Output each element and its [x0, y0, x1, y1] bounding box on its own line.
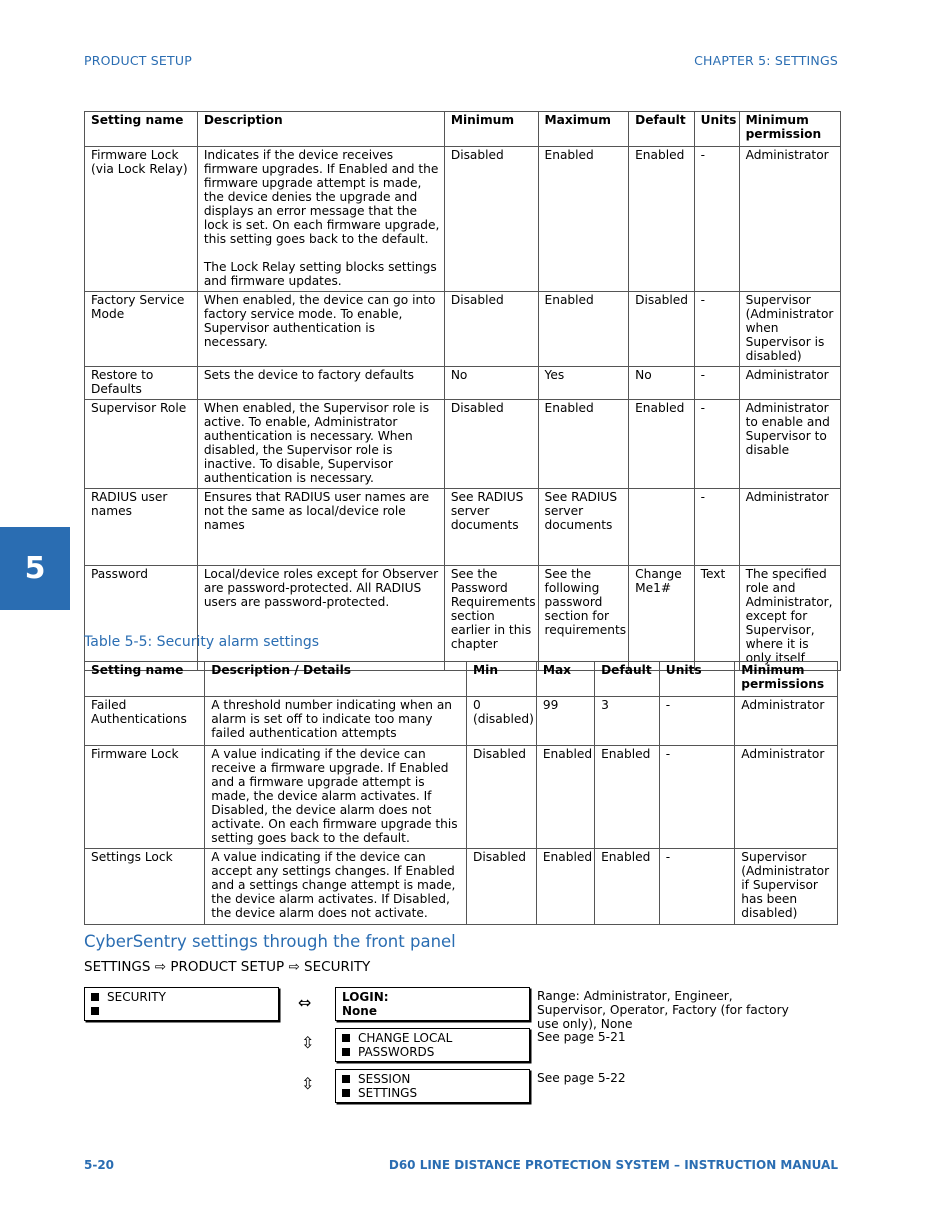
setting-description: Sets the device to factory defaults [197, 367, 444, 400]
setting-default: Enabled [629, 147, 695, 292]
menu-root-security [84, 987, 279, 1021]
setting-max: See RADIUS server documents [538, 489, 629, 566]
running-header-chapter: CHAPTER 5: SETTINGS [694, 53, 838, 68]
alarm-permission: Supervisor (Administrator if Supervisor has been disabled) [735, 849, 838, 925]
setting-units: - [694, 400, 739, 489]
security-settings-table [84, 111, 841, 671]
table-row [85, 489, 841, 566]
setting-default: Change Me1# [629, 566, 695, 671]
running-header-section: PRODUCT SETUP [84, 53, 192, 68]
setting-units: - [694, 367, 739, 400]
page-number: 5-20 [84, 1158, 115, 1172]
menu-label: SETTINGS [358, 1086, 418, 1100]
description-paragraph: The Lock Relay setting blocks settings and firmware updates. [203, 260, 437, 288]
alarm-units: - [659, 746, 734, 849]
col-header: Minimum permission [739, 112, 840, 147]
setting-units: - [694, 292, 739, 367]
col-header: Minimum permissions [735, 662, 838, 697]
col-header: Maximum [538, 112, 629, 147]
setting-description: When enabled, the Supervisor role is active. To enable, Administrator authentication is necessary. When disabled, the Supervisor role is inactive. To disable, Supervisor authentication is necessary. [197, 400, 444, 489]
setting-min: Disabled [444, 147, 538, 292]
alarm-name: Settings Lock [85, 849, 205, 925]
table-row [85, 566, 841, 671]
security-alarm-table [84, 661, 838, 925]
col-header: Units [694, 112, 739, 147]
menu-item-change-local-passwords [335, 1028, 530, 1062]
table-header-row [85, 662, 838, 697]
alarm-max: Enabled [536, 849, 594, 925]
section-title: CyberSentry settings through the front panel [84, 932, 456, 951]
table-caption: Table 5-5: Security alarm settings [84, 634, 320, 650]
table-row [85, 400, 841, 489]
menu-value: None [342, 1004, 377, 1018]
setting-permission: Administrator [739, 367, 840, 400]
alarm-min: Disabled [467, 849, 537, 925]
bullet-square-icon [342, 1075, 350, 1083]
setting-max: Enabled [538, 147, 629, 292]
setting-default: No [629, 367, 695, 400]
setting-units: Text [694, 566, 739, 671]
setting-max: Enabled [538, 292, 629, 367]
setting-permission: Administrator to enable and Supervisor to disable [739, 400, 840, 489]
setting-description: Ensures that RADIUS user names are not the same as local/device role names [197, 489, 444, 566]
setting-permission: Administrator [739, 147, 840, 292]
setting-permission: The specified role and Administrator, except for Supervisor, where it is only itself [739, 566, 840, 671]
bullet-square-icon [91, 1007, 99, 1015]
table-header-row [85, 112, 841, 147]
up-down-arrow-icon: ⇳ [301, 1074, 315, 1093]
alarm-max: 99 [536, 697, 594, 746]
table-row [85, 367, 841, 400]
path-step: PRODUCT SETUP [170, 959, 285, 975]
alarm-description: A value indicating if the device can receive a firmware upgrade. If Enabled and a firmware upgrade attempt is made, the device alarm activates. If Disabled, the device alarm does not activate. On each firmware upgrade this setting goes back to the default. [205, 746, 467, 849]
table-row [85, 147, 841, 292]
alarm-min: 0 (disabled) [467, 697, 537, 746]
setting-name: Firmware Lock (via Lock Relay) [85, 147, 198, 292]
col-header: Max [536, 662, 594, 697]
menu-label: PASSWORDS [358, 1045, 435, 1059]
menu-label: SESSION [358, 1072, 411, 1086]
col-header: Setting name [85, 112, 198, 147]
col-header: Minimum [444, 112, 538, 147]
table-row [85, 746, 838, 849]
setting-description: When enabled, the device can go into factory service mode. To enable, Supervisor authentication is necessary. [197, 292, 444, 367]
setting-description: Local/device roles except for Observer are password-protected. All RADIUS users are password-protected. [197, 566, 444, 671]
setting-permission: Administrator [739, 489, 840, 566]
alarm-permission: Administrator [735, 746, 838, 849]
col-header: Min [467, 662, 537, 697]
setting-max: Yes [538, 367, 629, 400]
description-paragraph: Indicates if the device receives firmware upgrades. If Enabled and the firmware upgrade attempt is made, the device denies the upgrade and displays an error message that the lock is set. On each firmware upgrade, this setting goes back to the default. [203, 148, 440, 246]
up-down-arrow-icon: ⇳ [301, 1033, 315, 1052]
table-row [85, 292, 841, 367]
alarm-default: Enabled [595, 746, 660, 849]
setting-name: RADIUS user names [85, 489, 198, 566]
alarm-units: - [659, 849, 734, 925]
bullet-square-icon [342, 1034, 350, 1042]
setting-min: See the Password Requirements section earlier in this chapter [444, 566, 538, 671]
bullet-square-icon [342, 1089, 350, 1097]
bullet-square-icon [91, 993, 99, 1001]
bullet-square-icon [342, 1048, 350, 1056]
setting-name: Supervisor Role [85, 400, 198, 489]
setting-units: - [694, 489, 739, 566]
table-row [85, 697, 838, 746]
setting-default: Enabled [629, 400, 695, 489]
alarm-name: Firmware Lock [85, 746, 205, 849]
setting-max: Enabled [538, 400, 629, 489]
menu-label: CHANGE LOCAL [358, 1031, 453, 1045]
alarm-max: Enabled [536, 746, 594, 849]
menu-label: SECURITY [107, 990, 166, 1004]
menu-note: Range: Administrator, Engineer, Supervisor, Operator, Factory (for factory use only), None [537, 989, 789, 1031]
path-step: SETTINGS [84, 959, 151, 975]
setting-name: Factory Service Mode [85, 292, 198, 367]
setting-min: Disabled [444, 292, 538, 367]
menu-label: LOGIN: [342, 990, 389, 1004]
table-row [85, 849, 838, 925]
alarm-default: Enabled [595, 849, 660, 925]
col-header: Default [629, 112, 695, 147]
setting-default [629, 489, 695, 566]
menu-item-login [335, 987, 530, 1021]
setting-description [197, 147, 444, 292]
setting-name: Password [85, 566, 198, 671]
menu-item-session-settings [335, 1069, 530, 1103]
alarm-default: 3 [595, 697, 660, 746]
alarm-description: A threshold number indicating when an alarm is set off to indicate too many failed authentication attempts [205, 697, 467, 746]
alarm-description: A value indicating if the device can accept any settings changes. If Enabled and a settings change attempt is made, the device alarm activates. If Disabled, the device alarm does not activate. [205, 849, 467, 925]
alarm-permission: Administrator [735, 697, 838, 746]
path-arrow-icon: ⇨ [288, 959, 300, 975]
setting-min: Disabled [444, 400, 538, 489]
col-header: Description [197, 112, 444, 147]
col-header: Description / Details [205, 662, 467, 697]
menu-note: See page 5-22 [537, 1071, 626, 1085]
path-arrow-icon: ⇨ [154, 959, 167, 975]
setting-max: See the following password section for requirements [538, 566, 629, 671]
setting-name: Restore to Defaults [85, 367, 198, 400]
menu-path [84, 959, 370, 975]
left-right-arrow-icon: ⇔ [298, 993, 312, 1012]
setting-min: See RADIUS server documents [444, 489, 538, 566]
chapter-side-tab: 5 [0, 527, 70, 610]
setting-units: - [694, 147, 739, 292]
alarm-units: - [659, 697, 734, 746]
path-step: SECURITY [304, 959, 371, 975]
setting-default: Disabled [629, 292, 695, 367]
menu-note: See page 5-21 [537, 1030, 626, 1044]
setting-min: No [444, 367, 538, 400]
alarm-name: Failed Authentications [85, 697, 205, 746]
setting-permission: Supervisor (Administrator when Supervisor is disabled) [739, 292, 840, 367]
col-header: Default [595, 662, 660, 697]
col-header: Units [659, 662, 734, 697]
manual-title: D60 LINE DISTANCE PROTECTION SYSTEM – INSTRUCTION MANUAL [388, 1158, 838, 1172]
col-header: Setting name [85, 662, 205, 697]
alarm-min: Disabled [467, 746, 537, 849]
